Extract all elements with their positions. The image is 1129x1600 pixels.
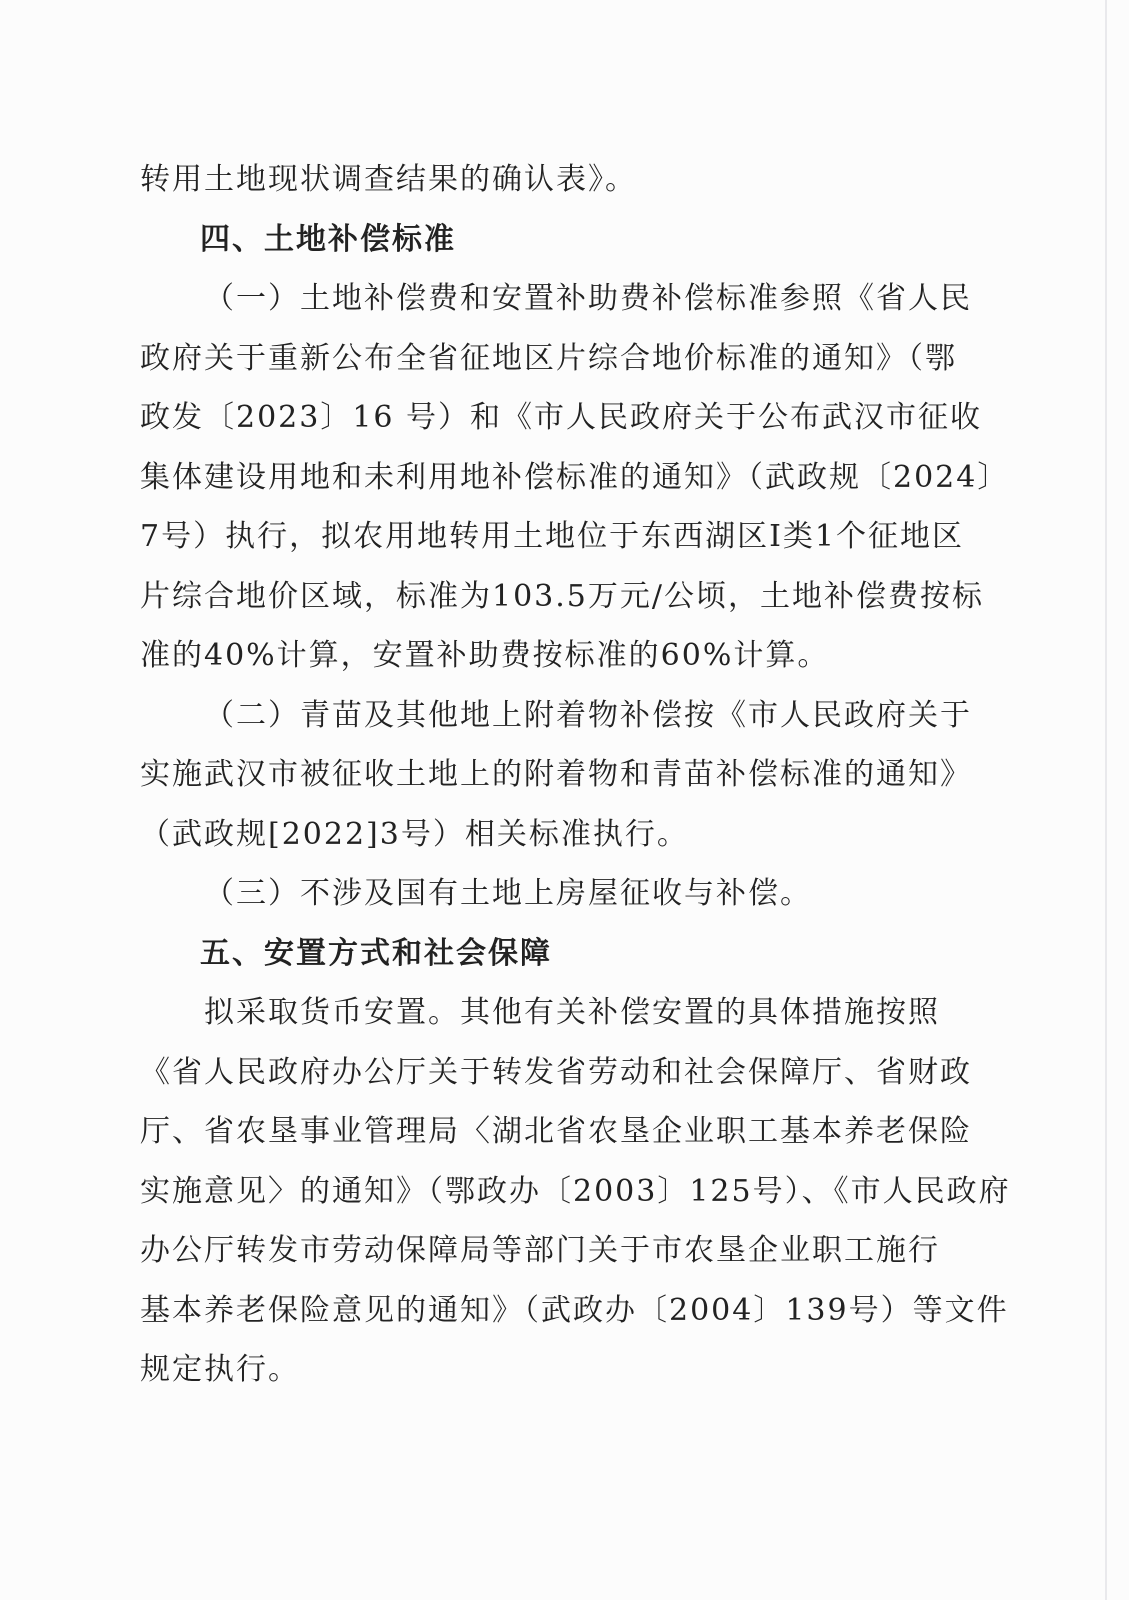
- paragraph-line: 7号）执行，拟农用地转用土地位于东西湖区Ⅰ类1个征地区: [140, 519, 965, 554]
- paragraph-line: 规定执行。: [140, 1352, 300, 1387]
- paragraph-line: 政发〔2023〕16 号）和《市人民政府关于公布武汉市征收: [140, 400, 983, 435]
- paragraph-line: 政府关于重新公布全省征地区片综合地价标准的通知》（鄂: [140, 340, 957, 376]
- section-heading-resettlement: 五、安置方式和社会保障: [200, 935, 552, 971]
- paragraph-line: 《省人民政府办公厅关于转发省劳动和社会保障厅、省财政: [140, 1054, 972, 1090]
- paragraph-line: 办公厅转发市劳动保障局等部门关于市农垦企业职工施行: [140, 1233, 940, 1268]
- paragraph-line: 转用土地现状调查结果的确认表》。: [140, 162, 637, 197]
- section-heading-land-compensation: 四、土地补偿标准: [200, 221, 456, 257]
- paragraph-line: 拟采取货币安置。其他有关补偿安置的具体措施按照: [204, 995, 940, 1030]
- paragraph-line: 准的40%计算，安置补助费按标准的60%计算。: [140, 638, 830, 673]
- paragraph-line: 实施武汉市被征收土地上的附着物和青苗补偿标准的通知》: [140, 757, 972, 792]
- scan-edge-line: [1105, 0, 1107, 1600]
- paragraph-line: 片综合地价区域，标准为103.5万元/公顷，土地补偿费按标: [140, 578, 984, 614]
- paragraph-line: 集体建设用地和未利用地补偿标准的通知》（武政规〔2024〕: [140, 459, 1010, 495]
- paragraph-line: 基本养老保险意见的通知》（武政办〔2004〕139号）等文件: [140, 1292, 1009, 1328]
- document-body: [140, 150, 1011, 1400]
- paragraph-line: （武政规[2022]3号）相关标准执行。: [140, 816, 689, 852]
- paragraph-line: 实施意见〉的通知》（鄂政办〔2003〕125号）、《市人民政府: [140, 1173, 1011, 1209]
- paragraph-line: （三）不涉及国有土地上房屋征收与补偿。: [204, 876, 812, 911]
- paragraph-line: （二）青苗及其他地上附着物补偿按《市人民政府关于: [204, 697, 972, 733]
- paragraph-line: 厅、省农垦事业管理局〈湖北省农垦企业职工基本养老保险: [140, 1114, 972, 1149]
- paragraph-line: （一）土地补偿费和安置补助费补偿标准参照《省人民: [204, 281, 972, 316]
